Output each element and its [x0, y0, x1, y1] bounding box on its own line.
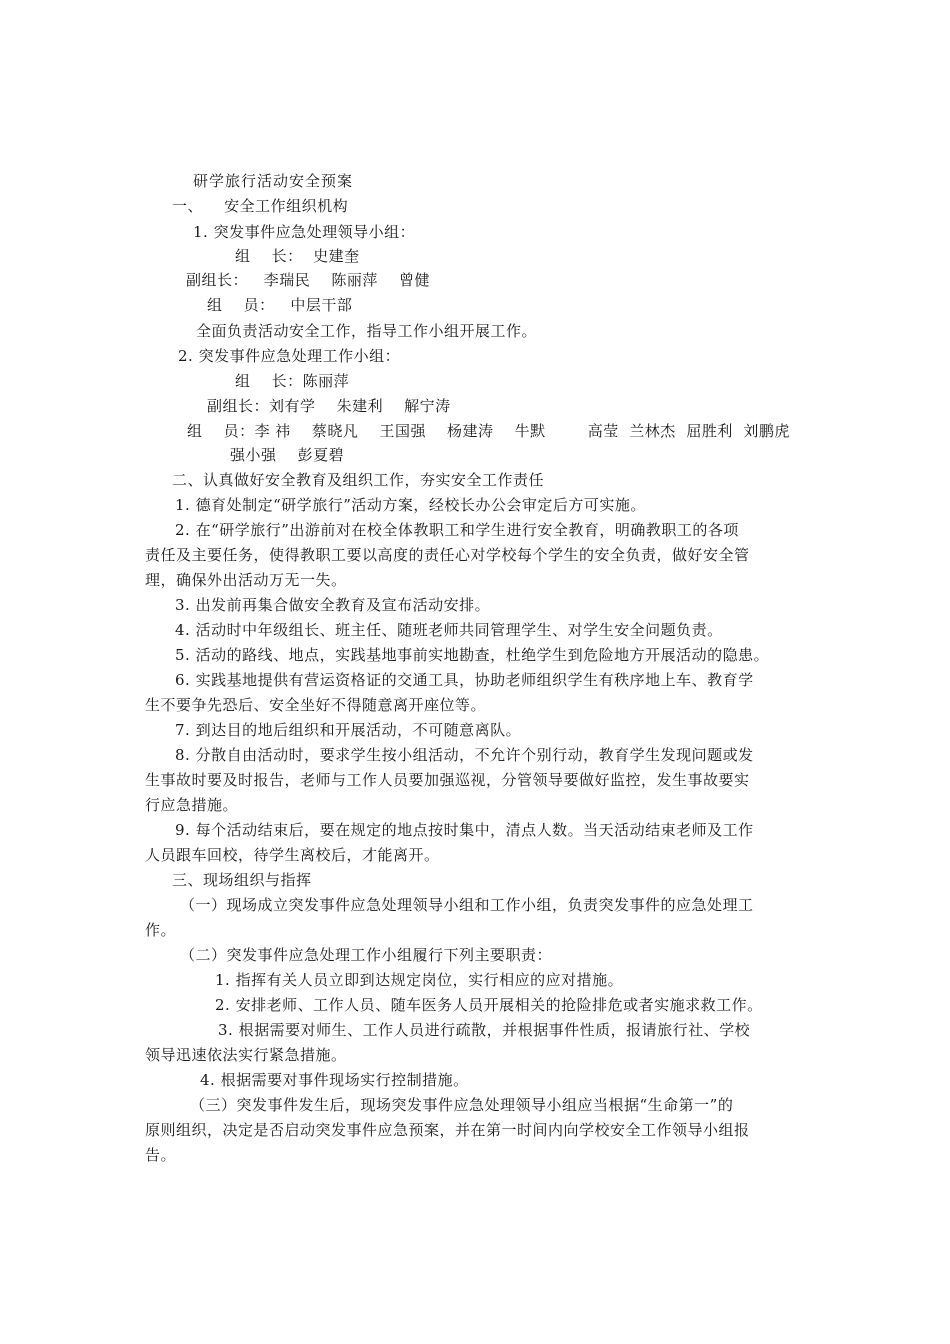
paragraph-line: 4. 活动时中年级组长、班主任、随班老师共同管理学生、对学生安全问题负责。: [175, 621, 723, 639]
document-title: 研学旅行活动安全预案: [193, 172, 354, 190]
paragraph-line: 组 长：陈丽萍: [235, 372, 350, 390]
paragraph-line: 4. 根据需要对事件现场实行控制措施。: [200, 1071, 469, 1089]
paragraph-line: 1. 德育处制定“研学旅行”活动方案，经校长办公会审定后方可实施。: [175, 496, 646, 514]
paragraph-line: 人员跟车回校，待学生离校后，才能离开。: [145, 846, 440, 864]
paragraph-line: 生事故时要及时报告，老师与工作人员要加强巡视，分管领导要做好监控，发生事故要实: [145, 771, 750, 789]
paragraph-line: 责任及主要任务，使得教职工要以高度的责任心对学校每个学生的安全负责，做好安全管: [145, 546, 750, 564]
section-heading: 三、现场组织与指挥: [172, 871, 312, 889]
paragraph-line: 3. 出发前再集合做安全教育及宣布活动安排。: [175, 596, 491, 614]
paragraph-line: 组 员： 中层干部: [207, 296, 353, 314]
paragraph-line: 2. 突发事件应急处理工作小组：: [178, 347, 401, 365]
paragraph-line: 组 长： 史建奎: [235, 247, 360, 265]
paragraph-line: （三）突发事件发生后，现场突发事件应急处理领导小组应当根据“生命第一”的: [190, 1096, 734, 1114]
paragraph-line: 强小强 彭夏碧: [230, 446, 345, 464]
paragraph-line: 8. 分散自由活动时，要求学生按小组活动，不允许个别行动，教育学生发现问题或发: [175, 746, 754, 764]
paragraph-line: 副组长： 李瑞民 陈丽萍 曾健: [186, 271, 430, 289]
paragraph-line: 行应急措施。: [145, 796, 239, 814]
paragraph-line: 副组长：刘有学 朱建利 解宁涛: [207, 397, 451, 415]
paragraph-line: 5. 活动的路线、地点，实践基地事前实地勘查，杜绝学生到危险地方开展活动的隐患。: [175, 646, 770, 664]
paragraph-line: 6. 实践基地提供有营运资格证的交通工具，协助老师组织学生有秩序地上车、教育学: [175, 671, 754, 689]
paragraph-line: 1. 突发事件应急处理领导小组：: [193, 223, 416, 241]
paragraph-line: 3. 根据需要对师生、工作人员进行疏散，并根据事件性质，报请旅行社、学校: [218, 1021, 751, 1039]
paragraph-line: 告。: [145, 1146, 177, 1164]
paragraph-line: 生不要争先恐后、安全坐好不得随意离开座位等。: [145, 696, 487, 714]
paragraph-line: 9. 每个活动结束后，要在规定的地点按时集中，清点人数。当天活动结束老师及工作: [175, 821, 754, 839]
paragraph-line: 全面负责活动安全工作，指导工作小组开展工作。: [196, 322, 538, 340]
paragraph-line: 作。: [145, 921, 177, 939]
paragraph-line: 2. 安排老师、工作人员、随车医务人员开展相关的抢险排危或者实施求救工作。: [215, 996, 763, 1014]
paragraph-line: 7. 到达目的地后组织和开展活动，不可随意离队。: [175, 721, 522, 739]
paragraph-line: 组 员：李 祎 蔡晓凡 王国强 杨建涛 牛默 高莹 兰林杰 屈胜利 刘鹏虎: [187, 422, 790, 440]
paragraph-line: （二）突发事件应急处理工作小组履行下列主要职责：: [180, 946, 553, 964]
paragraph-line: 原则组织，决定是否启动突发事件应急预案，并在第一时间内向学校安全工作领导小组报: [145, 1121, 750, 1139]
paragraph-line: 2. 在“研学旅行”出游前对在校全体教职工和学生进行安全教育，明确教职工的各项: [175, 521, 739, 539]
paragraph-line: 领导迅速依法实行紧急措施。: [145, 1046, 347, 1064]
section-heading: 二、认真做好安全教育及组织工作，夯实安全工作责任: [172, 471, 545, 489]
paragraph-line: （一）现场成立突发事件应急处理领导小组和工作小组，负责突发事件的应急处理工: [180, 896, 754, 914]
paragraph-line: 理，确保外出活动万无一失。: [145, 571, 347, 589]
section-heading: 一、 安全工作组织机构: [172, 197, 349, 215]
paragraph-line: 1. 指挥有关人员立即到达规定岗位，实行相应的应对措施。: [215, 971, 624, 989]
